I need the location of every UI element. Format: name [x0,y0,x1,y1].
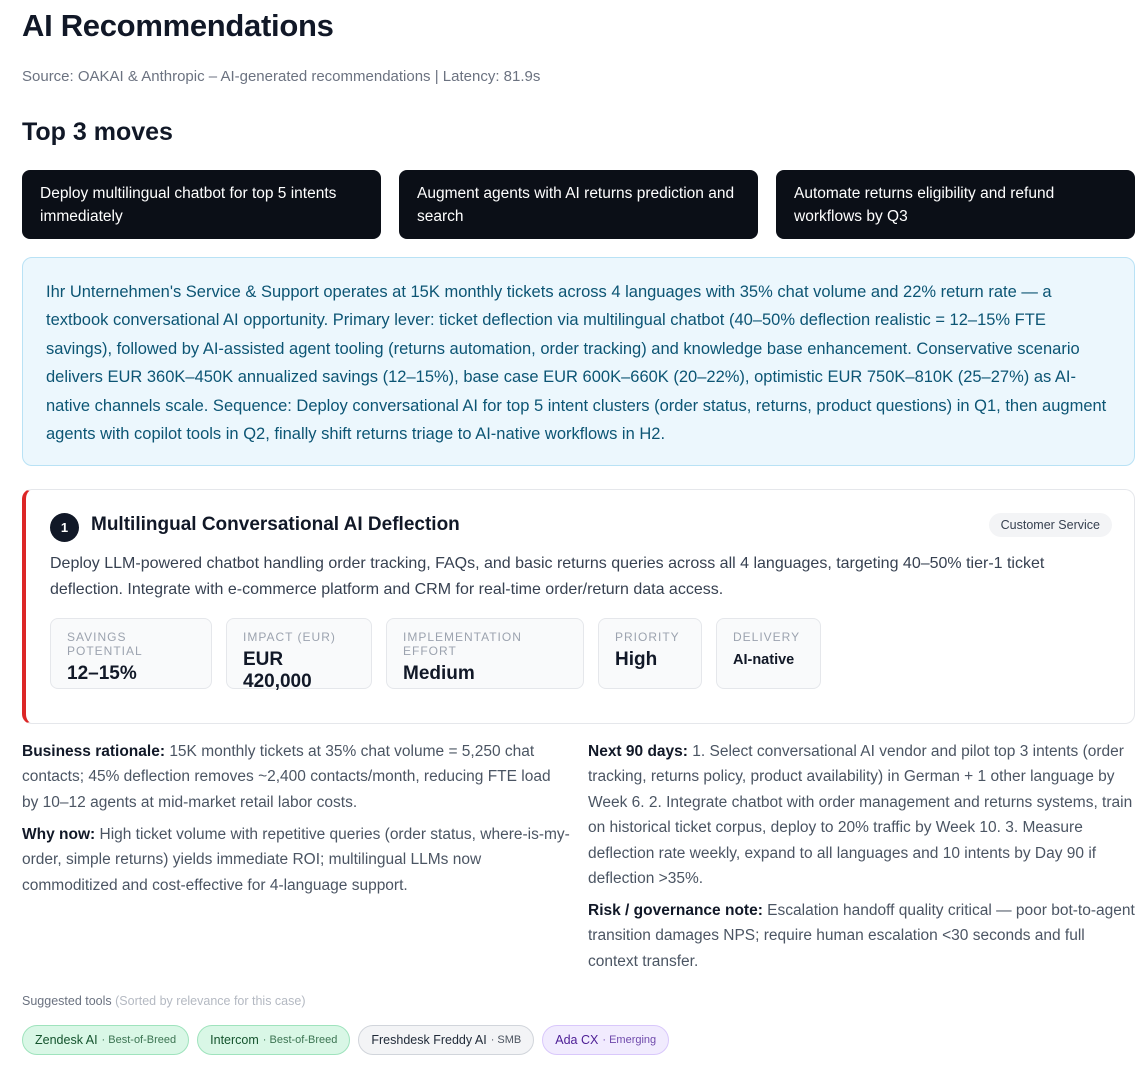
tool-chip-zendesk-ai[interactable] [22,1025,189,1055]
metric-label: DELIVERY [733,630,801,644]
tool-name: Intercom [210,1033,259,1047]
tool-chip-freshdesk-freddy-ai[interactable] [358,1025,534,1055]
metric-value: High [615,649,658,670]
executive-summary: Ihr Unternehmen's Service & Support operates at 15K monthly tickets across 4 languages with 35% chat volume and 22% return rate — a textbook conversational AI opportunity. Primary lever: ticket deflection via multilingual chatbot (40–50% deflection realistic = 12–15% FTE savings), followed by AI-assisted agent tooling (returns automation, order tracking) and knowledge base enhancement. Conservative scenario delivers EUR 360K–450K annualized savings (12–15%), base case EUR 600K–660K (20–22%), optimistic EUR 750K–810K (25–27%) as AI-native channels scale. Sequence: Deploy conversational AI for top 5 intent clusters (order status, returns, product questions) in Q1, then augment agents with copilot tools in Q2, finally shift returns triage to AI-native workflows in H2. [22,257,1135,466]
detail-label: Next 90 days: [588,743,688,760]
business-rationale [22,739,570,815]
tool-name: Ada CX [555,1033,599,1047]
recommendation-card [22,489,1135,724]
metric-value: AI-native [733,652,795,668]
metric-value: Medium [403,663,475,684]
detail-text: 1. Select conversational AI vendor and pilot top 3 intents (order tracking, returns policy, product availability) in German + 1 other language by Week 6. 2. Integrate chatbot with order management and returns systems, train on historical ticket corpus, deploy to 20% traffic by Week 10. 3. Measure deflection rate weekly, expand to all languages and 10 intents by Day 90 if deflection >35%. [588,743,1133,888]
detail-label: Risk / governance note: [588,902,763,919]
detail-text: Escalation handoff quality critical — poor bot-to-agent transition damages NPS; require human escalation <30 seconds and full context transfer. [588,902,1135,970]
suggested-tools-label [22,994,306,1008]
metric-savings-potential [50,618,212,689]
tool-chip-intercom[interactable] [197,1025,350,1055]
next-90-days [588,739,1136,891]
why-now [22,822,570,898]
metric-value: 12–15% [67,663,137,684]
move-card[interactable]: Automate returns eligibility and refund workflows by Q3 [776,170,1135,239]
recommendation-description: Deploy LLM-powered chatbot handling order tracking, FAQs, and basic returns queries across all 4 languages, targeting 40–50% tier-1 ticket deflection. Integrate with e-commerce platform and CRM for real-time order/return data access. [50,555,1045,598]
recommendation-title: Multilingual Conversational AI Deflection [91,514,460,535]
risk-governance-note [588,898,1136,974]
metric-priority [598,618,702,689]
metric-label: IMPLEMENTATION EFFORT [403,630,522,658]
metric-implementation-effort [386,618,584,689]
move-card[interactable]: Deploy multilingual chatbot for top 5 intents immediately [22,170,381,239]
top-moves-title: Top 3 moves [22,118,173,146]
metric-label: SAVINGS POTENTIAL [67,630,143,658]
metric-impact [226,618,372,692]
metric-delivery [716,618,821,689]
tool-tier: · Emerging [602,1034,657,1046]
detail-text: High ticket volume with repetitive queries (order status, where-is-my-order, simple returns) yields immediate ROI; multilingual LLMs now commoditized and cost-effective for 4-language support. [22,826,570,894]
metric-label: IMPACT (EUR) [243,630,336,644]
detail-text: 15K monthly tickets at 35% chat volume = 5,250 chat contacts; 45% deflection removes ~2,400 contacts/month, reducing FTE load by 10–12 agents at mid-market retail labor costs. [22,743,551,811]
top-moves-list [22,170,1135,239]
tool-name: Zendesk AI [35,1033,98,1047]
detail-label: Business rationale: [22,743,165,760]
tools-sort-note: (Sorted by relevance for this case) [115,994,306,1008]
metric-label: PRIORITY [615,630,680,644]
metrics-row [50,618,821,692]
page-title: AI Recommendations [22,8,334,43]
category-badge: Customer Service [989,513,1112,537]
detail-label: Why now: [22,826,96,843]
recommendation-number-badge: 1 [50,513,79,542]
suggested-tools-list [22,1025,669,1055]
source-line: Source: OAKAI & Anthropic – AI-generated recommendations | Latency: 81.9s [22,68,541,85]
tool-name: Freshdesk Freddy AI [371,1033,487,1047]
metric-value: EUR 420,000 [243,649,312,692]
tool-tier: · Best-of-Breed [262,1034,338,1046]
tools-label-text: Suggested tools [22,994,112,1008]
tool-chip-ada-cx[interactable] [542,1025,669,1055]
move-card[interactable]: Augment agents with AI returns prediction and search [399,170,758,239]
tool-tier: · Best-of-Breed [101,1034,177,1046]
tool-tier: · SMB [490,1034,522,1046]
